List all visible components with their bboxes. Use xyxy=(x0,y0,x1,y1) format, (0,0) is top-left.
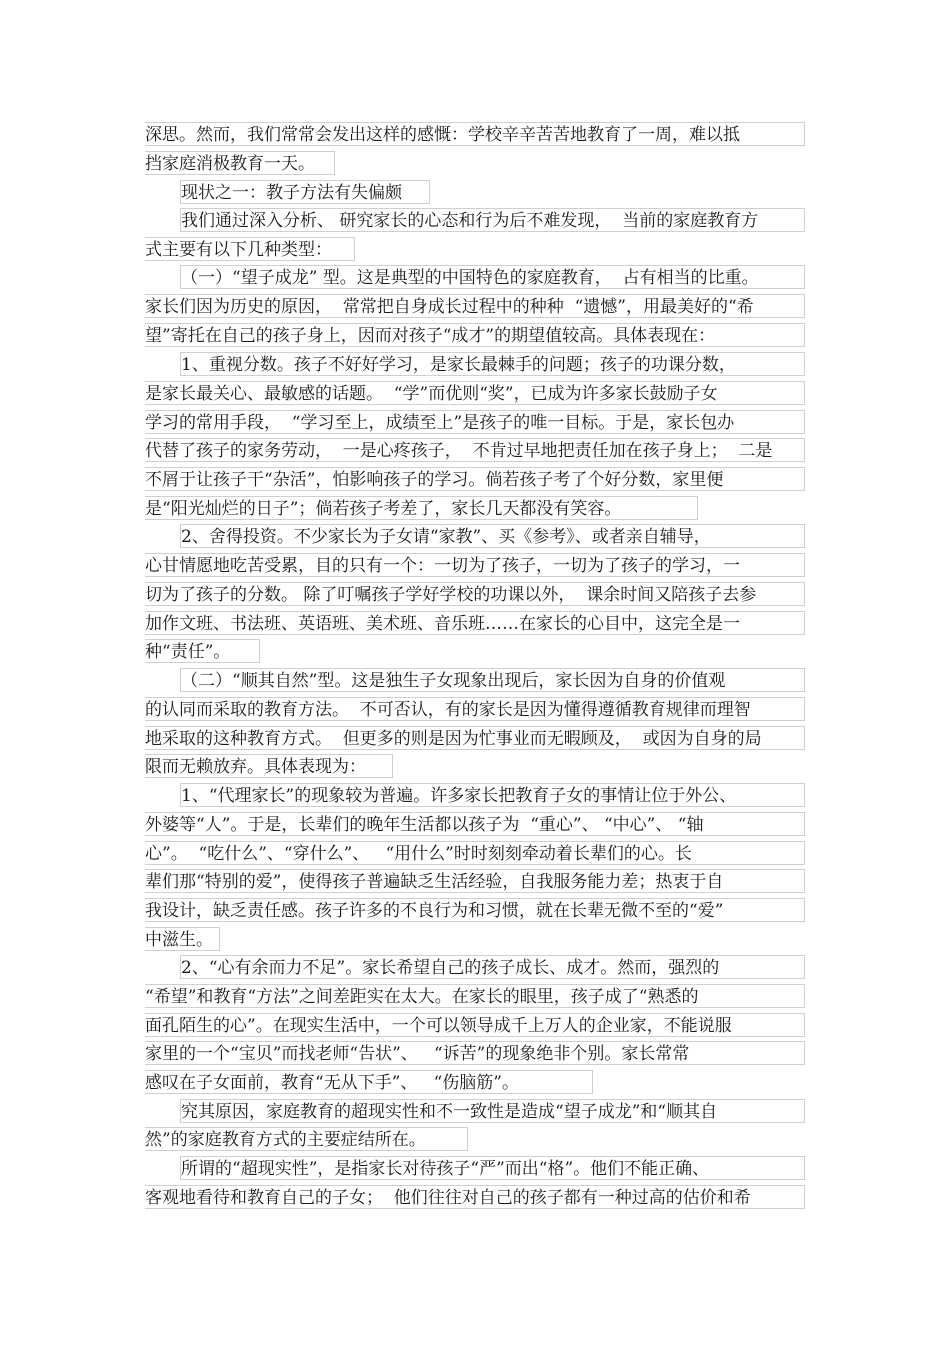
text-line: 深思。然而，我们常常会发出这样的感慨：学校辛辛苦苦地教育了一周，难以抵 xyxy=(145,122,805,146)
text-line: 所谓的“超现实性”，是指家长对待孩子“严”而出“格”。他们不能正确、 xyxy=(180,1156,805,1180)
text-line: 地采取的这种教育方式。 但更多的则是因为忙事业而无暇顾及， 或因为自身的局 xyxy=(145,726,805,750)
text-line: 望”寄托在自己的孩子身上，因而对孩子“成才”的期望值较高。具体表现在： xyxy=(145,323,805,347)
text-line: 种“责任”。 xyxy=(145,639,260,663)
text-line: 是“阳光灿烂的日子”；倘若孩子考差了，家长几天都没有笑容。 xyxy=(145,496,698,520)
text-line: 然”的家庭教育方式的主要症结所在。 xyxy=(145,1127,468,1151)
text-line: 心甘情愿地吃苦受累，目的只有一个：一切为了孩子，一切为了孩子的学习，一 xyxy=(145,553,805,577)
text-line: （一）“望子成龙” 型。这是典型的中国特色的家庭教育， 占有相当的比重。 xyxy=(180,265,805,289)
text-line: 辈们那“特别的爱”，使得孩子普遍缺乏生活经验，自我服务能力差；热衷于自 xyxy=(145,869,805,893)
text-line: 我设计，缺乏责任感。孩子许多的不良行为和习惯，就在长辈无微不至的“爱” xyxy=(145,898,805,922)
text-line: 家长们因为历史的原因， 常常把自身成长过程中的种种 “遗憾”，用最美好的“希 xyxy=(145,294,805,318)
text-line: （二）“顺其自然”型。这是独生子女现象出现后，家长因为自身的价值观 xyxy=(180,668,805,692)
text-line: 代替了孩子的家务劳动， 一是心疼孩子， 不肯过早地把责任加在孩子身上； 二是 xyxy=(145,438,805,462)
text-line: 限而无赖放弃。具体表现为： xyxy=(145,754,393,778)
text-line: 家里的一个“宝贝”而找老师“告状”、 “诉苦”的现象绝非个别。家长常常 xyxy=(145,1041,805,1065)
text-line: 不屑于让孩子干“杂活”，怕影响孩子的学习。倘若孩子考了个好分数，家里便 xyxy=(145,467,805,491)
text-line: 2、舍得投资。不少家长为子女请“家教”、买《参考》、或者亲自辅导， xyxy=(180,524,805,548)
text-line: 我们通过深入分析、 研究家长的心态和行为后不难发现， 当前的家庭教育方 xyxy=(180,208,805,232)
text-line: “希望”和教育“方法”之间差距实在太大。在家长的眼里，孩子成了“熟悉的 xyxy=(145,984,805,1008)
text-line: 1、重视分数。孩子不好好学习，是家长最棘手的问题；孩子的功课分数， xyxy=(180,352,805,376)
text-line: 客观地看待和教育自己的子女； 他们往往对自己的孩子都有一种过高的估价和希 xyxy=(145,1185,805,1209)
text-line: 感叹在子女面前，教育“无从下手”、 “伤脑筋”。 xyxy=(145,1070,593,1094)
text-line: 2、“心有余而力不足”。家长希望自己的孩子成长、成才。然而，强烈的 xyxy=(180,955,805,979)
text-line: 切为了孩子的分数。 除了叮嘱孩子学好学校的功课以外， 课余时间又陪孩子去参 xyxy=(145,582,805,606)
text-line: 式主要有以下几种类型： xyxy=(145,237,355,261)
text-line: 外婆等“人”。于是，长辈们的晚年生活都以孩子为 “重心”、 “中心”、 “轴 xyxy=(145,812,805,836)
text-line: 1、“代理家长”的现象较为普遍。许多家长把教育子女的事情让位于外公、 xyxy=(180,783,805,807)
text-line: 的认同而采取的教育方法。 不可否认，有的家长是因为懂得遵循教育规律而理智 xyxy=(145,697,805,721)
text-line: 心”。 “吃什么”、“穿什么”、 “用什么”时时刻刻牵动着长辈们的心。长 xyxy=(145,841,805,865)
text-line: 加作文班、书法班、英语班、美术班、音乐班……在家长的心目中，这完全是一 xyxy=(145,611,805,635)
text-line: 现状之一：教子方法有失偏颇 xyxy=(180,180,430,204)
text-line: 挡家庭消极教育一天。 xyxy=(145,151,335,175)
text-line: 是家长最关心、最敏感的话题。 “学”而优则“奖”，已成为许多家长鼓励子女 xyxy=(145,381,805,405)
text-line: 中滋生。 xyxy=(145,927,220,951)
text-line: 究其原因，家庭教育的超现实性和不一致性是造成“望子成龙”和“顺其自 xyxy=(180,1099,805,1123)
text-line: 学习的常用手段， “学习至上，成绩至上”是孩子的唯一目标。于是，家长包办 xyxy=(145,410,805,434)
text-line: 面孔陌生的心”。在现实生活中，一个可以领导成千上万人的企业家，不能说服 xyxy=(145,1013,805,1037)
